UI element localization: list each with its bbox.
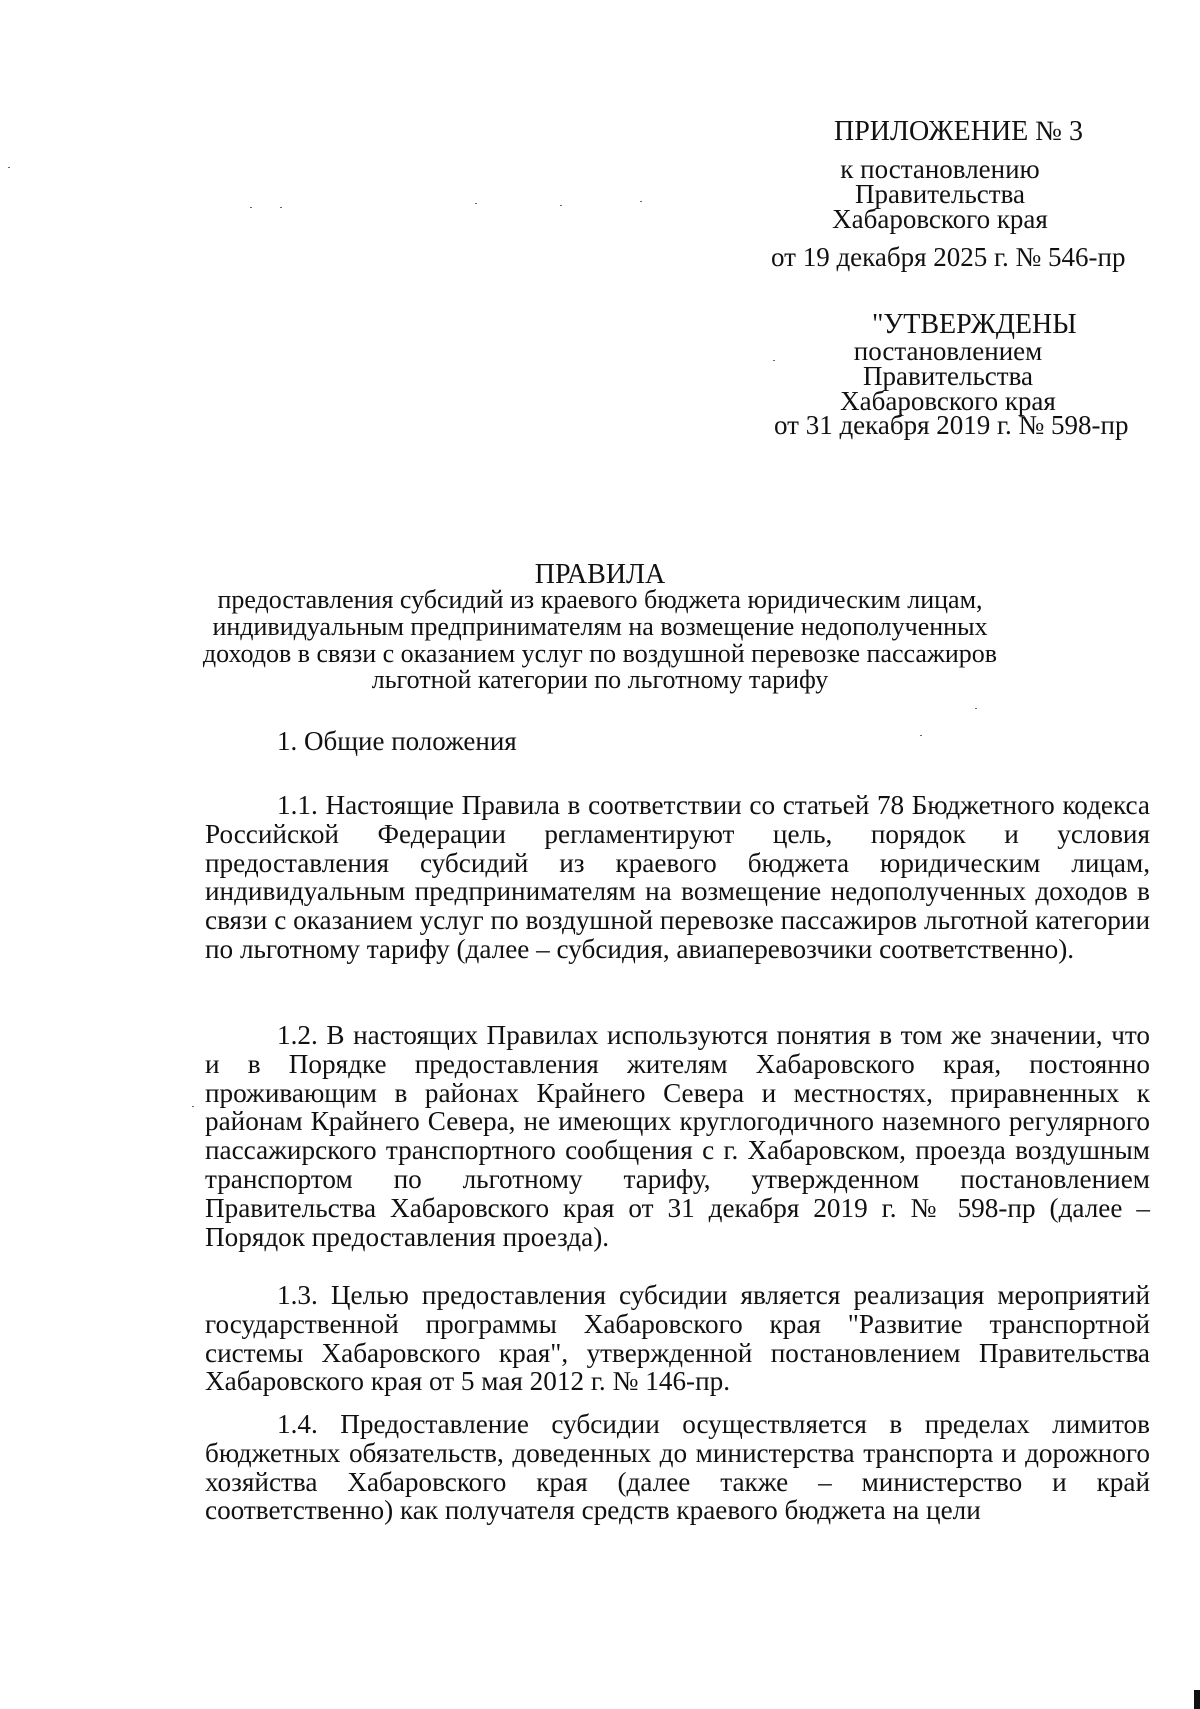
paragraph-text: 1.1. Настоящие Правила в соответствии со статьей 78 Бюджетного кодекса Российской Федерации регламентируют цель, порядок и условия предоставления субсидий из краевого бюджета юридическим лицам, индивидуальным предпринимателям на возмещение недополученных доходов в связи с оказанием услуг по воздушной перевозке пассажиров льготной категории по льготному тарифу (далее – субсидия, авиаперевозчики соответственно). [205, 790, 1150, 964]
appendix-line-1: к постановлению [840, 154, 1040, 184]
rules-subtitle-line: предоставления субсидий из краевого бюджета юридическим лицам, [217, 585, 983, 614]
appendix-date: от 19 декабря 2025 г. № 546-пр [771, 242, 1126, 272]
approved-reference [798, 336, 1098, 416]
scan-speck [640, 201, 642, 202]
paragraph-1-2 [205, 1021, 1150, 1251]
approved-title: "УТВЕРЖДЕНЫ [872, 309, 1077, 340]
appendix-title: ПРИЛОЖЕНИЕ № 3 [834, 116, 1083, 147]
appendix-line-3: Хабаровского края [832, 204, 1048, 234]
scan-speck [560, 205, 562, 206]
paragraph-1-3 [205, 1281, 1150, 1396]
scan-speck [920, 735, 922, 736]
scan-speck [280, 207, 282, 208]
appendix-line-2: Правительства [855, 179, 1025, 209]
scan-speck [192, 1106, 194, 1107]
rules-subtitle-line: индивидуальным предпринимателям на возмещение недополученных [212, 612, 988, 641]
scan-speck [773, 360, 775, 361]
scan-speck [475, 203, 477, 204]
scan-edge-mark [1194, 1690, 1200, 1709]
paragraph-1-1 [205, 791, 1150, 964]
scan-speck [250, 207, 252, 208]
approved-line-3: Хабаровского края [840, 386, 1056, 416]
appendix-reference [800, 154, 1080, 234]
paragraph-text: 1.4. Предоставление субсидии осуществляется в пределах лимитов бюджетных обязательств, доведенных до министерства транспорта и дорожного хозяйства Хабаровского края (далее также – министерство и край соответственно) как получателя средств краевого бюджета на цели [205, 1409, 1150, 1526]
scan-speck [975, 708, 977, 709]
paragraph-1-4 [205, 1410, 1150, 1525]
rules-title: ПРАВИЛА [534, 559, 666, 590]
paragraph-text: 1.2. В настоящих Правилах используются понятия в том же значении, что и в Порядке предоставления жителям Хабаровского края, постоянно проживающим в районах Крайнего Севера и местностях, приравненных к районам Крайнего Севера, не имеющих круглогодичного наземного регулярного пассажирского транспортного сообщения с г. Хабаровском, проезда воздушным транспортом по льготному тарифу, утвержденном постановлением Правительства Хабаровского края от 31 декабря 2019 г. № 598-пр (далее – Порядок предоставления проезда). [205, 1020, 1150, 1252]
paragraph-text: 1.3. Целью предоставления субсидии является реализация мероприятий государственной программы Хабаровского края "Развитие транспортной системы Хабаровского края", утвержденной постановлением Правительства Хабаровского края от 5 мая 2012 г. № 146-пр. [205, 1280, 1150, 1397]
scan-speck [8, 167, 10, 168]
approved-date: от 31 декабря 2019 г. № 598-пр [774, 410, 1129, 440]
rules-subtitle-line: льготной категории по льготному тарифу [371, 665, 829, 694]
approved-line-2: Правительства [863, 361, 1033, 391]
rules-subtitle-line: доходов в связи с оказанием услуг по воздушной перевозке пассажиров [202, 639, 998, 668]
section-heading: 1. Общие положения [277, 726, 517, 756]
approved-line-1: постановлением [853, 336, 1043, 366]
